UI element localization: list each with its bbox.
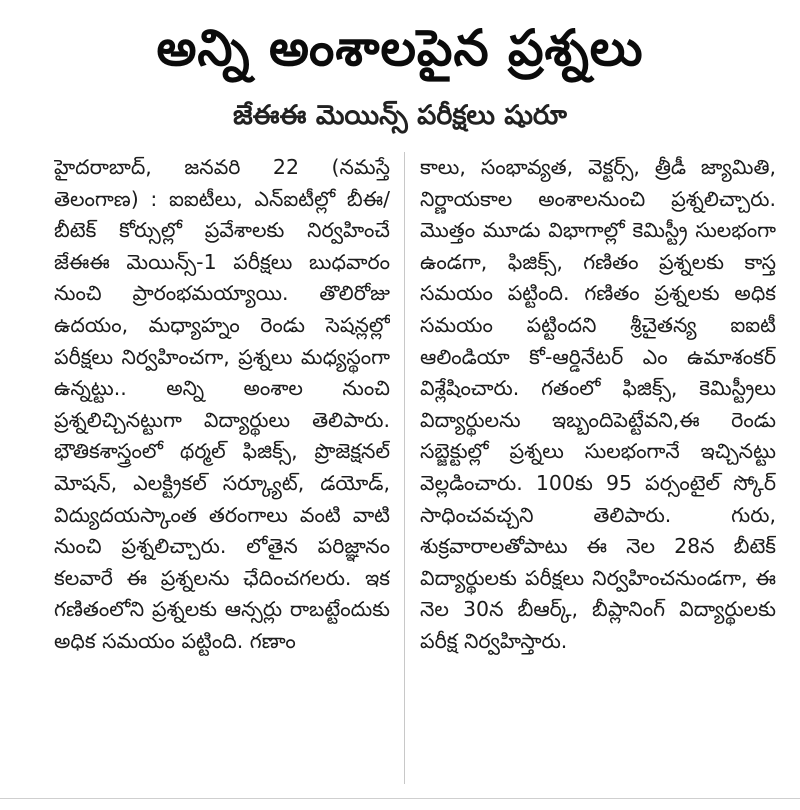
headline: అన్ని అంశాలపైన ప్రశ్నలు xyxy=(156,19,644,77)
article-column-left: హైదరాబాద్, జనవరి 22 (నమస్తే తెలంగాణ) : ఐఐటీలు, ఎన్ఐటీల్లో బీఈ/బీటెక్ కోర్సుల్లో ప్రవేశాలకు నిర్వహించే జేఈఈ మెయిన్స్-1 పరీక్షలు బుధవారం నుంచి ప్రారంభమయ్యాయి. తొలిరోజు ఉదయం, మధ్యాహ్నం రెండు సెషన్లల్లో పరీక్షలు నిర్వహించగా, ప్రశ్నలు మధ్యస్థంగా ఉన్నట్టు.. అన్ని అంశాల నుంచి ప్రశ్నలిచ్చినట్టుగా విద్యార్థులు తెలిపారు. భౌతికశాస్త్రంలో థర్మల్ ఫిజిక్స్, ప్రొజెక్షనల్ మోషన్, ఎలక్ట్రికల్ సర్క్యూట్, డయోడ్, విద్యుదయస్కాంత తరంగాలు వంటి వాటి నుంచి ప్రశ్నలిచ్చారు. లోతైన పరిజ్ఞానం కలవారే ఈ ప్రశ్నలను ఛేదించగలరు. ఇక గణితంలోని ప్రశ్నలకు ఆన్సర్లు రాబట్టేందుకు అధిక సమయం పట్టింది. గణాం xyxy=(54,155,390,653)
article-column-right: కాలు, సంభావ్యత, వెక్టర్స్, త్రీడీ జ్యామితి, నిర్ణాయకాల అంశాలనుంచి ప్రశ్నలిచ్చారు. మొత్తం మూడు విభాగాల్లో కెమిస్ట్రీ సులభంగా ఉండగా, ఫిజిక్స్, గణితం ప్రశ్నలకు కాస్త సమయం పట్టింది. గణితం ప్రశ్నలకు అధిక సమయం పట్టిందని శ్రీచైతన్య ఐఐటీ ఆలిండియా కో-ఆర్డినేటర్ ఎం ఉమాశంకర్ విశ్లేషించారు. గతంలో ఫిజిక్స్, కెమిస్ట్రీలు విద్యార్థులను ఇబ్బందిపెట్టేవని,ఈ రెండు సబ్జెక్టుల్లో ప్రశ్నలు సులభంగానే ఇచ్చినట్టు వెల్లడించారు. 100కు 95 పర్సంటైల్ స్కోర్ సాధించవచ్చని తెలిపారు. గురు, శుక్రవారాలతోపాటు ఈ నెల 28న బీటెక్ విద్యార్థులకు పరీక్షలు నిర్వహించనుండగా, ఈ నెల 30న బీఆర్క్, బీప్లానింగ్ విద్యార్థులకు పరీక్ష నిర్వహిస్తారు. xyxy=(420,155,776,653)
column-divider xyxy=(404,152,405,784)
subheadline: జేఈఈ మెయిన్స్ పరీక్షలు షురూ xyxy=(233,100,567,131)
bottom-rule xyxy=(0,798,800,799)
